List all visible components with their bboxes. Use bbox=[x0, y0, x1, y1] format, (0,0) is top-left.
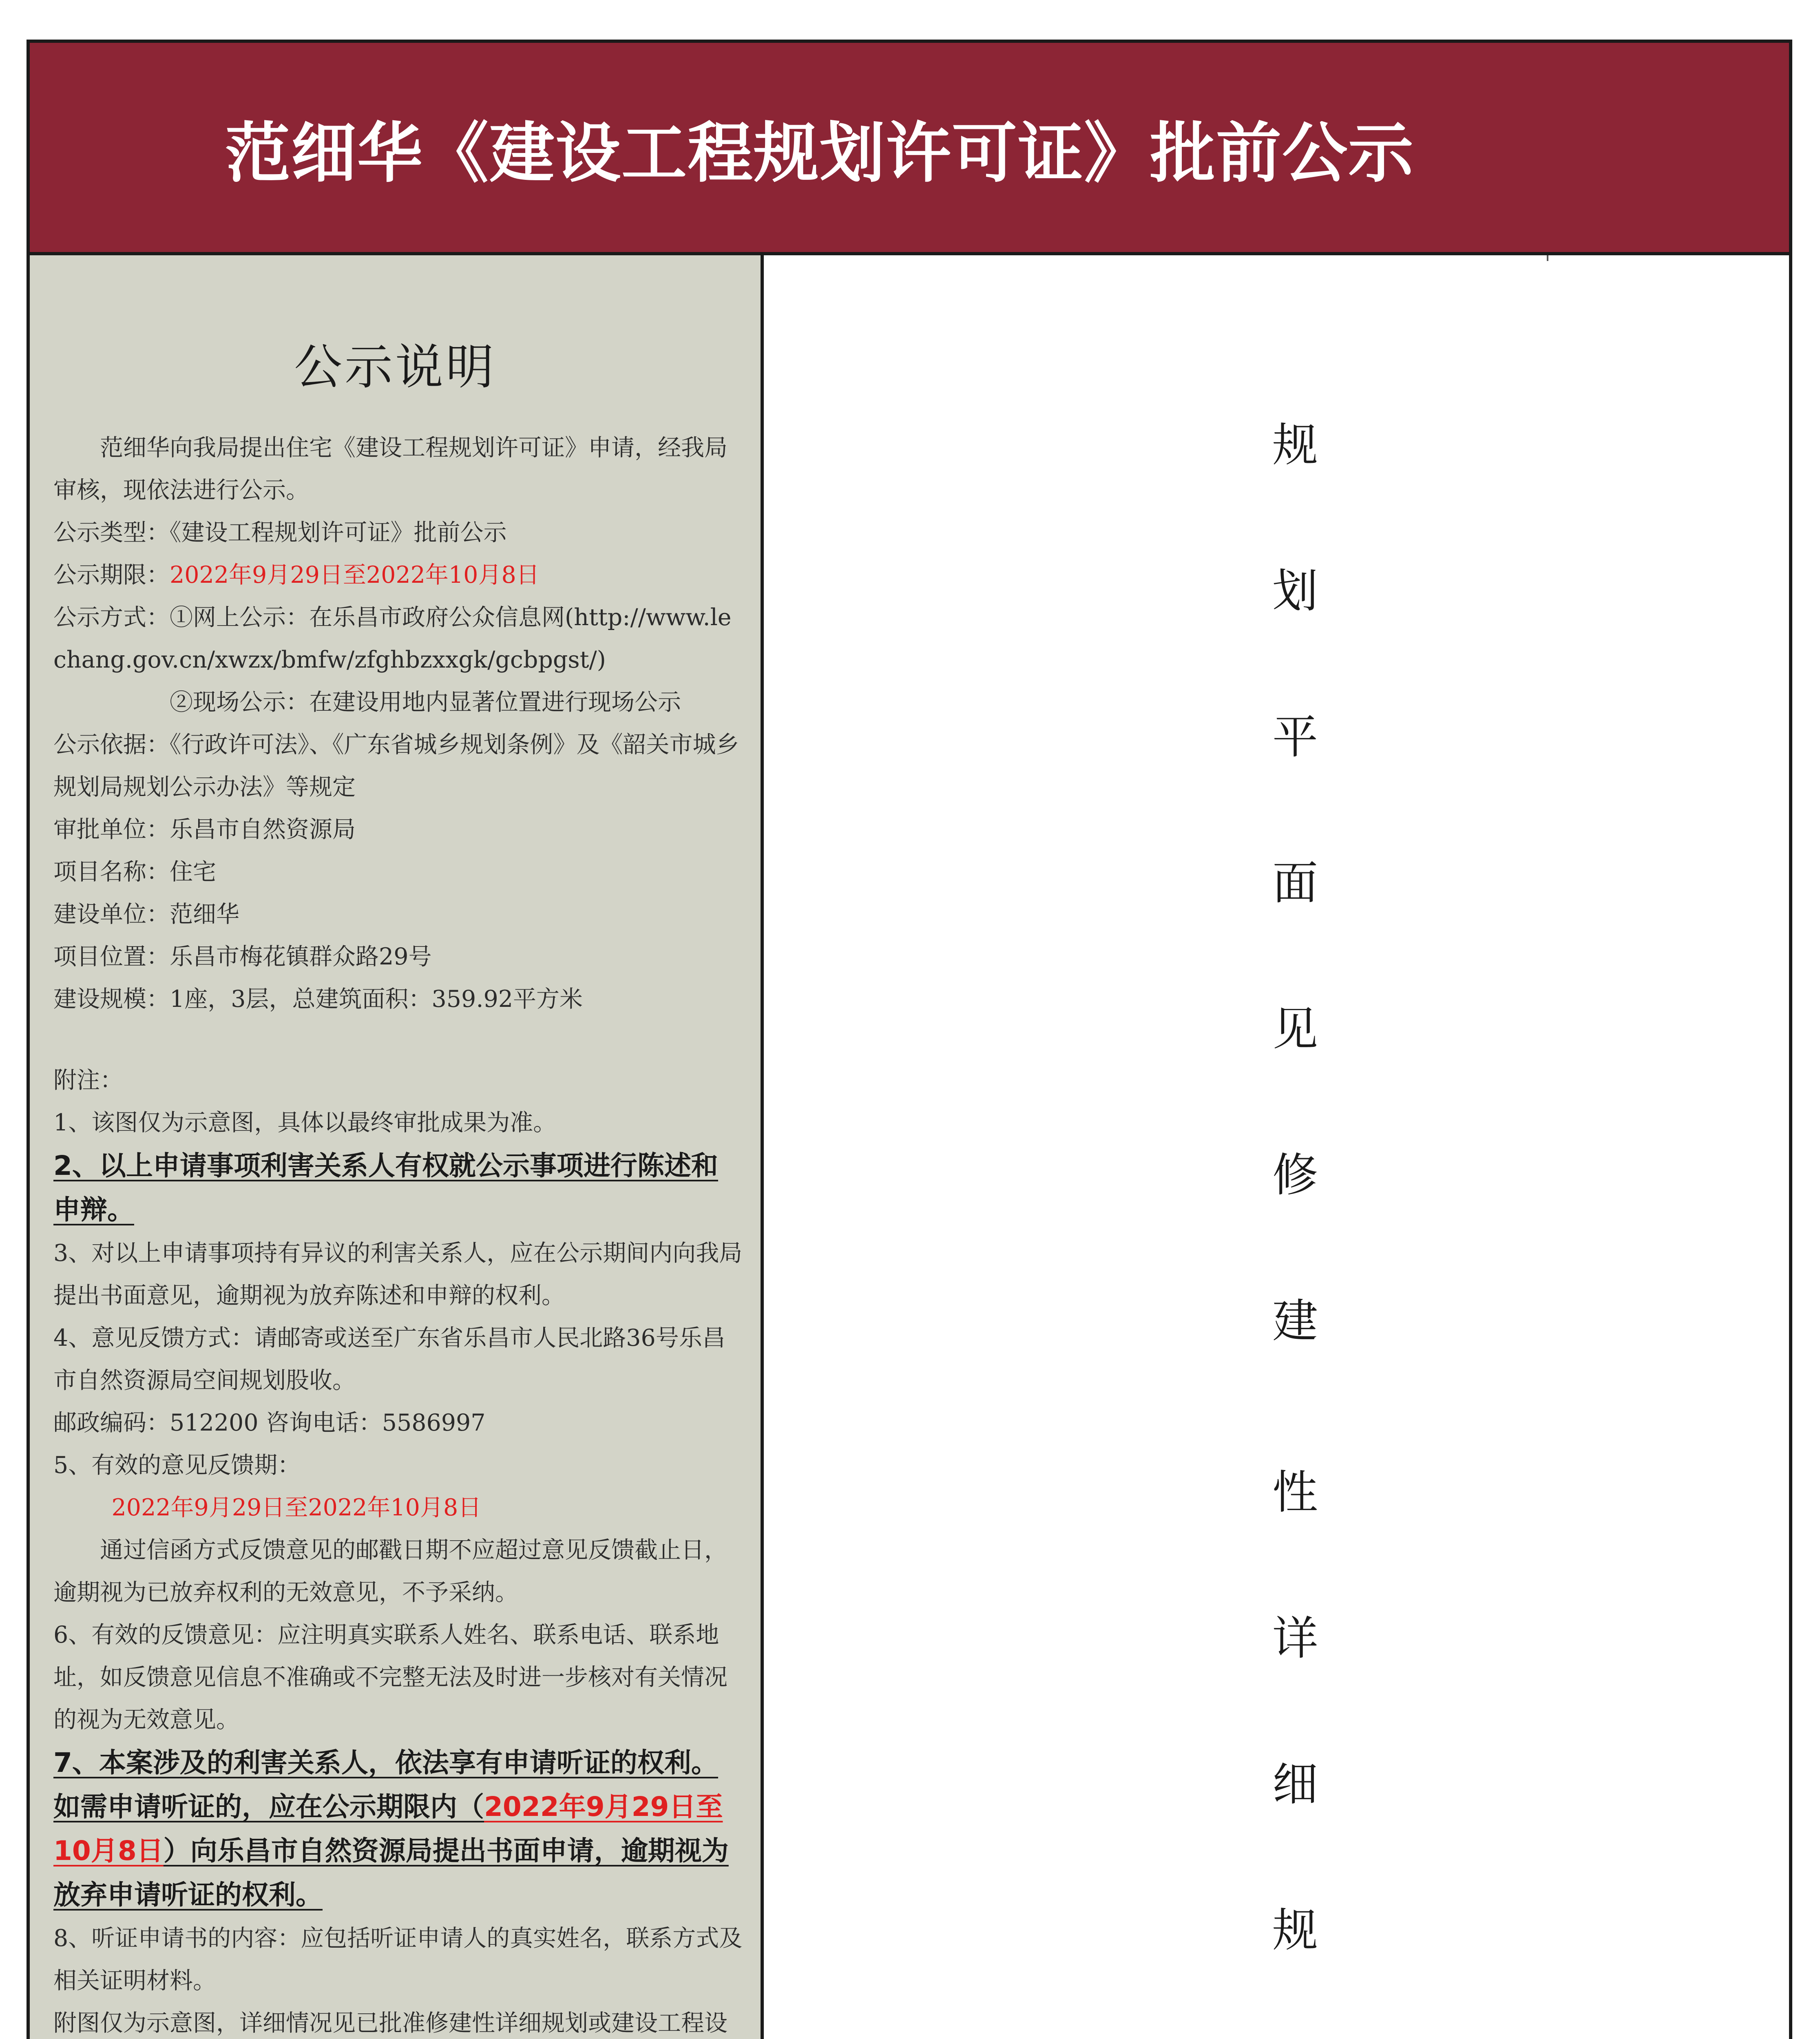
plan-char: 规 bbox=[1272, 419, 1318, 472]
notice-project-name: 项目名称：住宅 bbox=[53, 858, 216, 885]
notice-method-onsite: ②现场公示：在建设用地内显著位置进行现场公示 bbox=[170, 689, 681, 716]
notice-location: 项目位置：乐昌市梅花镇群众路29号 bbox=[53, 943, 432, 970]
note-5-text: 通过信函方式反馈意见的邮戳日期不应超过意见反馈截止日，逾期视为已放弃权利的无效意见，不予采纳。 bbox=[53, 1537, 728, 1606]
note-7: 7、本案涉及的利害关系人，依法享有申请听证的权利。如需申请听证的，应在公示期限内（2022年9月29日至10月8日）向乐昌市自然资源局提出书面申请，逾期视为放弃申请听证的权利。 bbox=[53, 1747, 729, 1911]
note-postal: 邮政编码：512200 咨询电话：5586997 bbox=[53, 1409, 486, 1436]
plan-panel bbox=[764, 255, 1789, 2039]
notice-basis: 公示依据：《行政许可法》、《广东省城乡规划条例》及《韶关市城乡规划局规划公示办法》等规定 bbox=[53, 731, 739, 801]
intro-text: 范细华向我局提出住宅《建设工程规划许可证》申请，经我局审核，现依法进行公示。 bbox=[53, 434, 728, 504]
plan-char: 细 bbox=[1272, 1758, 1318, 1811]
note-6: 6、有效的反馈意见：应注明真实联系人姓名、联系电话、联系地址，如反馈意见信息不准确或不完整无法及时进一步核对有关情况的视为无效意见。 bbox=[53, 1621, 728, 1733]
plan-char: 见 bbox=[1272, 1003, 1318, 1056]
note-2: 2、以上申请事项利害关系人有权就公示事项进行陈述和申辩。 bbox=[53, 1150, 718, 1225]
note-5: 5、有效的意见反馈期： bbox=[53, 1452, 301, 1479]
note-1: 1、该图仅为示意图，具体以最终审批成果为准。 bbox=[53, 1109, 557, 1136]
period-label: 公示期限： bbox=[53, 562, 170, 588]
page-title: 范细华《建设工程规划许可证》批前公示 bbox=[225, 115, 1414, 191]
notice-board bbox=[27, 40, 1792, 2039]
plan-char: 详 bbox=[1272, 1612, 1318, 1665]
notice-scale: 建设规模：1座，3层，总建筑面积：359.92平方米 bbox=[53, 986, 583, 1013]
notice-period bbox=[53, 554, 743, 596]
note-5-period: 2022年9月29日至2022年10月8日 bbox=[111, 1494, 482, 1521]
plan-char: 平 bbox=[1272, 711, 1318, 764]
plan-char: 面 bbox=[1272, 857, 1318, 910]
note-4: 4、意见反馈方式：请邮寄或送至广东省乐昌市人民北路36号乐昌市自然资源局空间规划股收。 bbox=[53, 1325, 725, 1394]
corner-tick bbox=[1547, 255, 1548, 261]
note-3: 3、对以上申请事项持有异议的利害关系人，应在公示期间内向我局提出书面意见，逾期视为放弃陈述和申辩的权利。 bbox=[53, 1240, 743, 1309]
plan-char: 划 bbox=[1272, 565, 1318, 618]
note-attachment: 附图仅为示意图，详细情况见已批准修建性详细规划或建设工程设 bbox=[53, 2010, 728, 2037]
notice-body bbox=[53, 427, 743, 2039]
plan-char: 修 bbox=[1272, 1149, 1318, 1202]
notes-title: 附注： bbox=[53, 1067, 123, 1094]
period-value: 2022年9月29日至2022年10月8日 bbox=[170, 562, 540, 588]
notice-builder: 建设单位：范细华 bbox=[53, 901, 239, 928]
notice-approver: 审批单位：乐昌市自然资源局 bbox=[53, 816, 356, 843]
notice-type: 公示类型：《建设工程规划许可证》批前公示 bbox=[53, 519, 507, 546]
plan-char: 规 bbox=[1272, 1904, 1318, 1957]
header-banner bbox=[30, 43, 1789, 255]
plan-char: 性 bbox=[1272, 1466, 1318, 1519]
notice-panel bbox=[30, 255, 764, 2039]
note-8: 8、听证申请书的内容：应包括听证申请人的真实姓名，联系方式及相关证明材料。 bbox=[53, 1925, 743, 1994]
notice-method-online: 公示方式：①网上公示：在乐昌市政府公众信息网(http://www.lechang.gov.cn/xwzx/bmfw/zfghbzxxgk/gcbpgst/) bbox=[53, 604, 732, 673]
notice-title: 公示说明 bbox=[294, 339, 496, 395]
plan-char: 建 bbox=[1272, 1295, 1318, 1348]
